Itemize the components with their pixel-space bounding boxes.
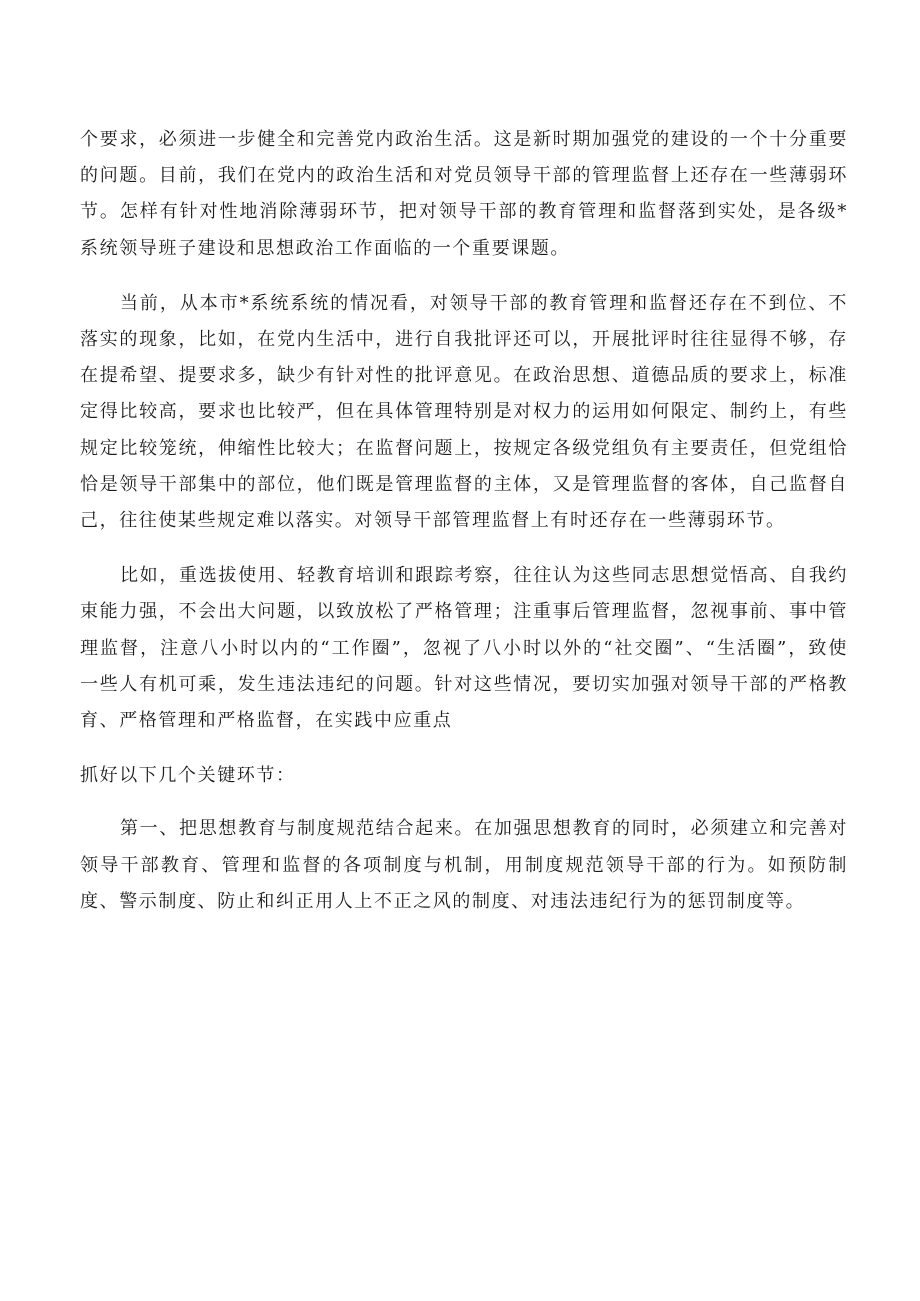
paragraph-current-situation: 当前，从本市*系统系统的情况看，对领导干部的教育管理和监督还存在不到位、不落实的现象，比如，在党内生活中，进行自我批评还可以，开展批评时往往显得不够，存在提希望、提要求多，缺少有针对性的批评意见。在政治思想、道德品质的要求上，标准定得比较高，要求也比较严，但在具体管理特别是对权力的运用如何限定、制约上，有些规定比较笼统，伸缩性比较大；在监督问题上，按规定各级党组负有主要责任，但党组恰恰是领导干部集中的部位，他们既是管理监督的主体，又是管理监督的客体，自己监督自己，往往使某些规定难以落实。对领导干部管理监督上有时还存在一些薄弱环节。	[80, 292, 848, 532]
paragraph-first-point: 第一、把思想教育与制度规范结合起来。在加强思想教育的同时，必须建立和完善对领导干部教育、管理和监督的各项制度与机制，用制度规范领导干部的行为。如预防制度、警示制度、防止和纠正用人上不正之风的制度、对违法违纪行为的惩罚制度等。	[80, 818, 848, 912]
paragraph-continuation: 个要求，必须进一步健全和完善党内政治生活。这是新时期加强党的建设的一个十分重要的问题。目前，我们在党内的政治生活和对党员领导干部的管理监督上还存在一些薄弱环节。怎样有针对性地消除薄弱环节，把对领导干部的教育管理和监督落到实处，是各级*系统领导班子建设和思想政治工作面临的一个重要课题。	[80, 129, 848, 259]
paragraph-key-links-intro: 抓好以下几个关键环节：	[80, 765, 296, 787]
document-body	[80, 122, 848, 939]
paragraph-examples: 比如，重选拔使用、轻教育培训和跟踪考察，往往认为这些同志思想觉悟高、自我约束能力强，不会出大问题，以致放松了严格管理；注重事后管理监督，忽视事前、事中管理监督，注意八小时以内的“工作圈”，忽视了八小时以外的“社交圈”、“生活圈”，致使一些人有机可乘，发生违法违纪的问题。针对这些情况，要切实加强对领导干部的严格教育、严格管理和严格监督，在实践中应重点	[80, 565, 848, 732]
